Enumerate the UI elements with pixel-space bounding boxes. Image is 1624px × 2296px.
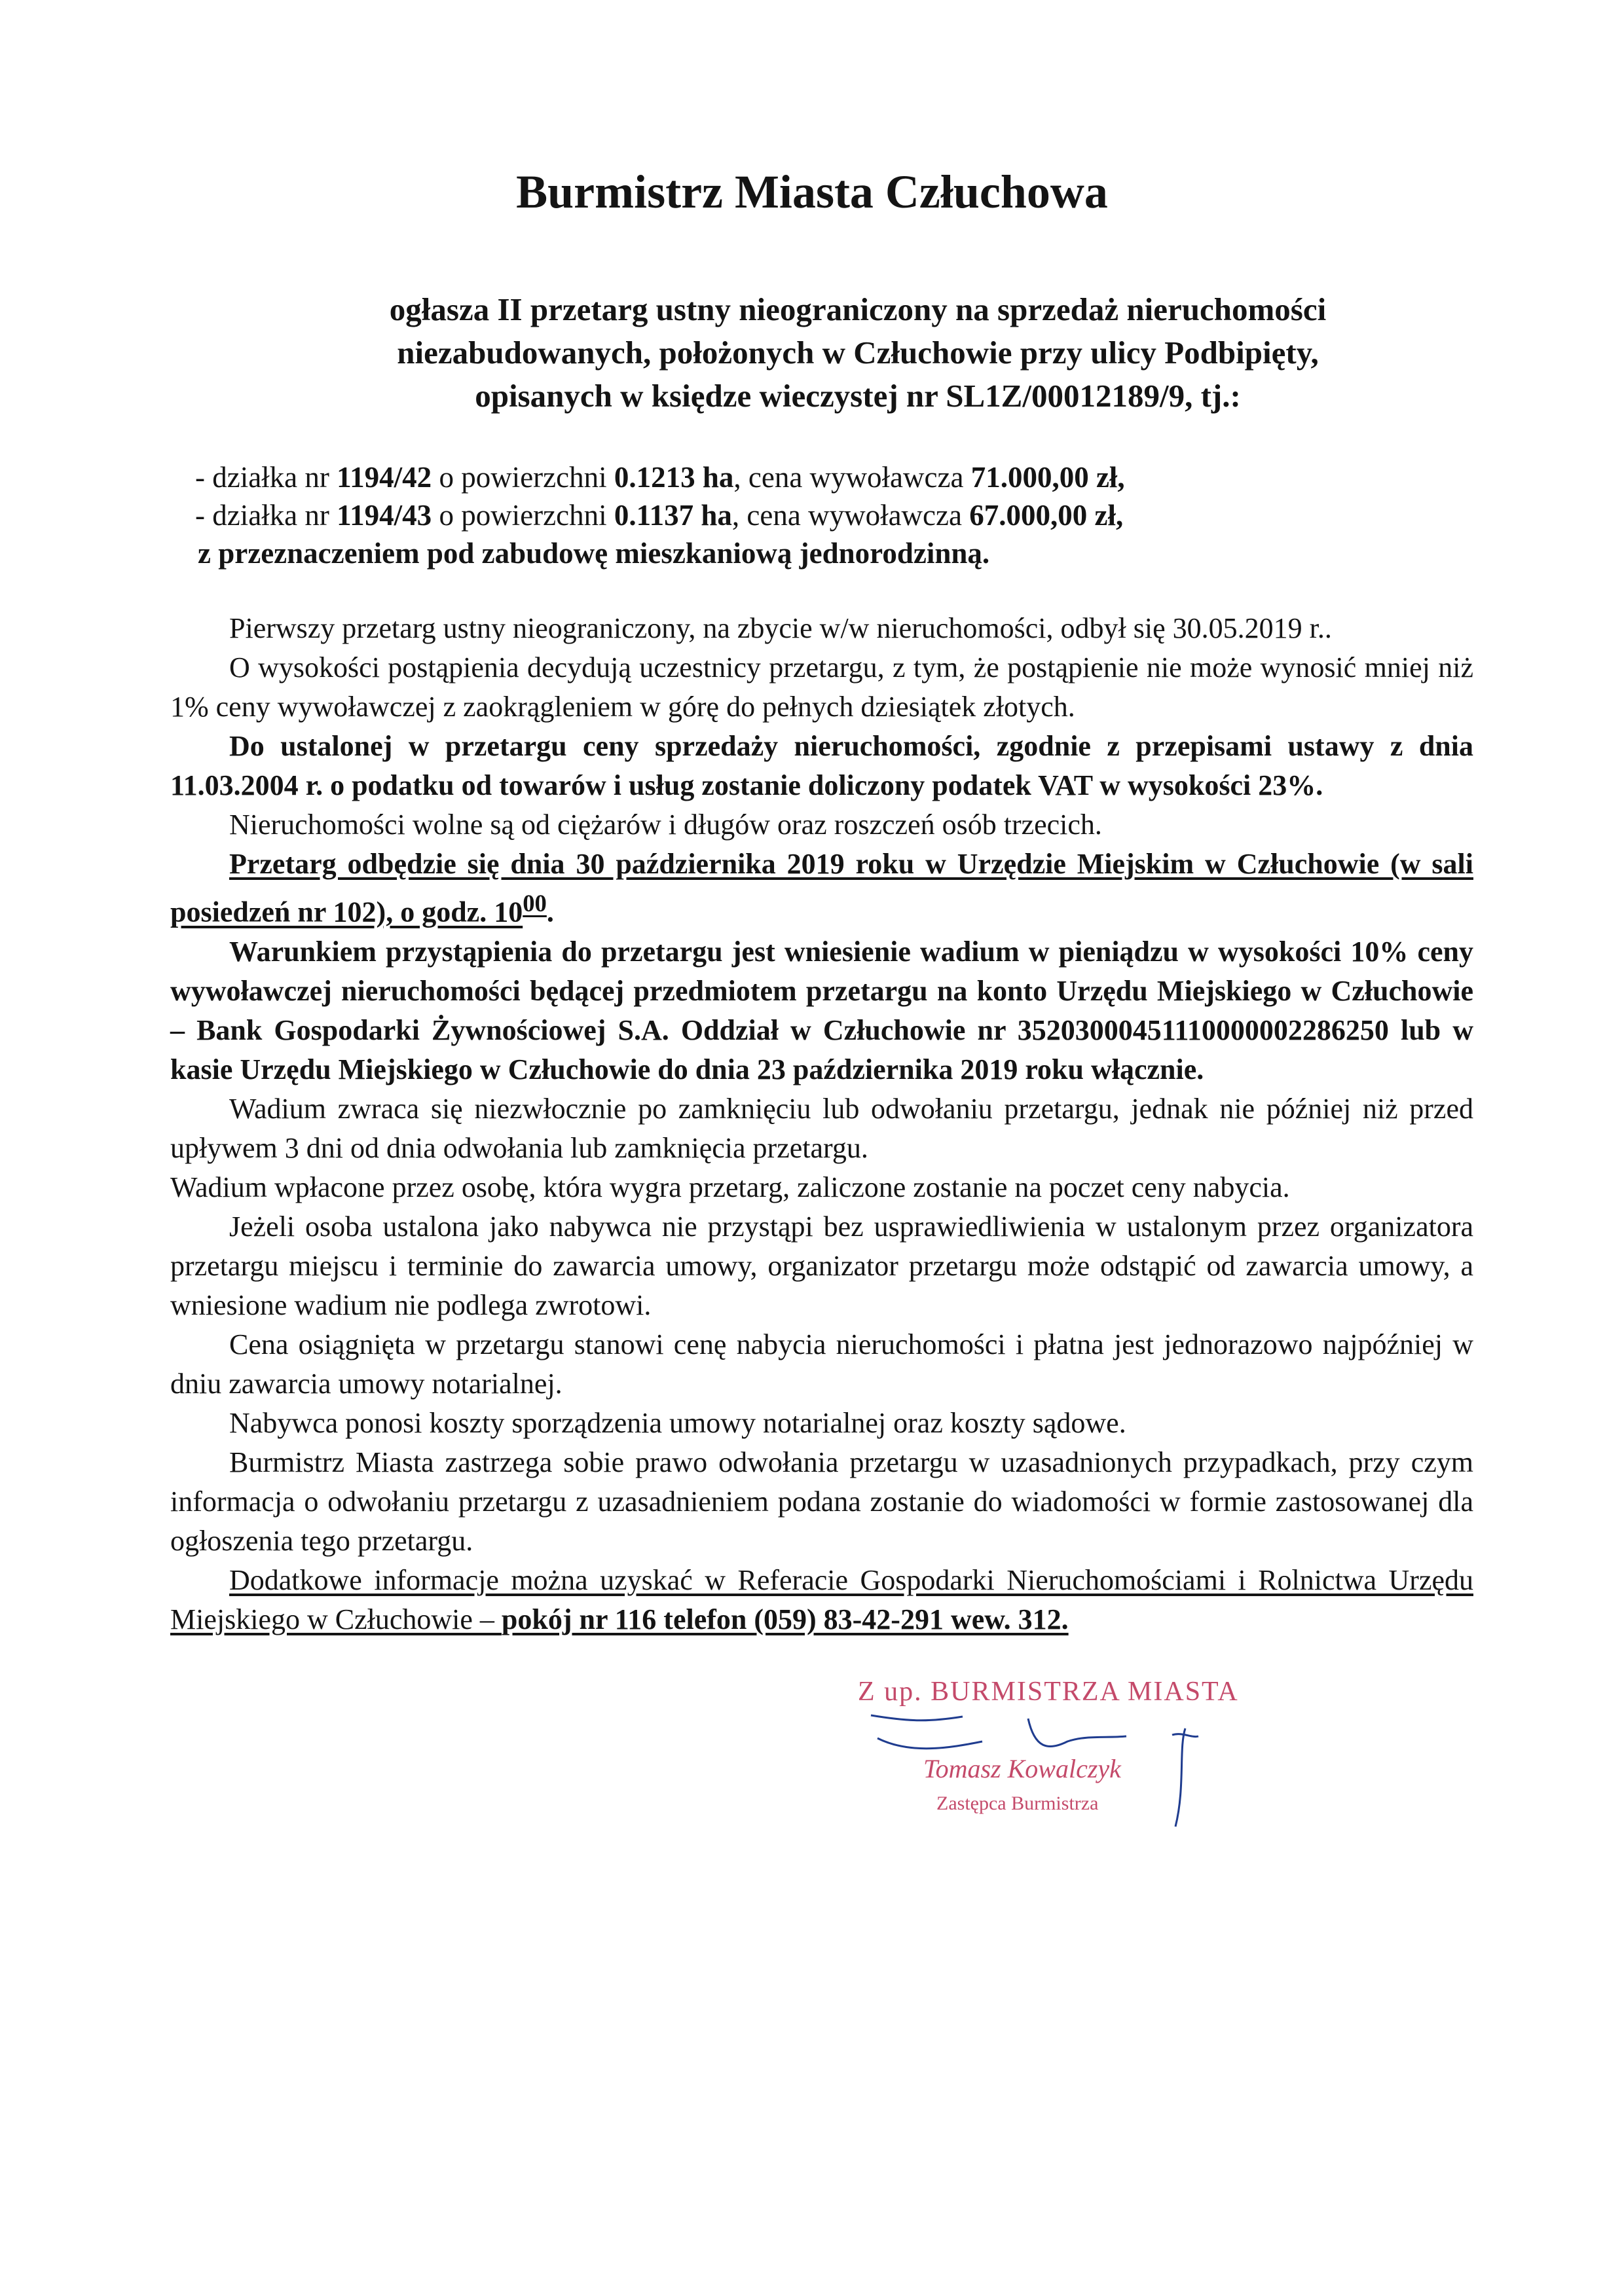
announcement-heading — [282, 288, 1434, 418]
plot-number: 1194/43 — [337, 499, 432, 532]
costs-paragraph: Nabywca ponosi koszty sporządzenia umowy notarialnej oraz koszty sądowe. — [229, 1406, 1126, 1439]
plot-price: 71.000,00 zł, — [970, 461, 1125, 494]
auction-date-text: Przetarg odbędzie się dnia 30 października 2019 roku w Urzędzie Miejskim w Człuchowie (w sali posiedzeń nr 102), o godz. 10 — [170, 848, 1473, 928]
contact-text: Dodatkowe informacje można uzyskać w Referacie Gospodarki Nieruchomościami i Rolnictwa Urzędu Miejskiego w Człuchowie – — [170, 1563, 1473, 1635]
price-label: , cena wywoławcza — [731, 499, 970, 532]
first-auction-paragraph: Pierwszy przetarg ustny nieograniczony, na zbycie w/w nieruchomości, odbył się 30.05.2019 r.. — [229, 612, 1332, 644]
document-title: Burmistrz Miasta Człuchowa — [516, 166, 1108, 218]
refund-paragraph: Wadium zwraca się niezwłocznie po zamknięciu lub odwołaniu przetargu, jednak nie później niż przed upływem 3 dni od dnia odwołania lub zamknięcia przetargu. — [170, 1092, 1473, 1164]
heading-line: ogłasza II przetarg ustny nieograniczony na sprzedaż nieruchomości — [389, 291, 1327, 327]
plot-label: - działka nr — [195, 499, 337, 532]
plot-item — [195, 458, 1125, 496]
price-label: , cena wywoławcza — [733, 461, 971, 494]
plot-label: - działka nr — [195, 461, 337, 494]
increment-paragraph: O wysokości postąpienia decydują uczestnicy przetargu, z tym, że postąpienie nie może wynosić mniej niż 1% ceny wywoławczej z zaokrągleniem w górę do pełnych dziesiątek złotych. — [170, 651, 1473, 723]
announcement-body — [170, 609, 1473, 1639]
plot-number: 1194/42 — [337, 461, 432, 494]
payment-paragraph: Cena osiągnięta w przetargu stanowi cenę nabycia nieruchomości i płatna jest jednorazowo najpóźniej w dniu zawarcia umowy notarialnej. — [170, 1328, 1473, 1400]
contact-phone: pokój nr 116 telefon (059) 83-42-291 wew. 312. — [501, 1603, 1069, 1635]
plot-area: 0.1213 ha — [614, 461, 734, 494]
plot-list — [195, 458, 1125, 572]
area-label: o powierzchni — [432, 499, 614, 532]
auction-date-paragraph — [170, 845, 1473, 932]
heading-line: niezabudowanych, położonych w Człuchowie przy ulicy Podbipięty, — [397, 335, 1319, 371]
contact-paragraph — [170, 1561, 1473, 1639]
heading-line: opisanych w księdze wieczystej nr SL1Z/00012189/9, tj.: — [475, 378, 1241, 414]
deposit-paragraph: Warunkiem przystąpienia do przetargu jest wniesienie wadium w pieniądzu w wysokości 10% ceny wywoławczej nieruchomości będącej przedmiotem przetargu na konto Urzędu Miejskiego w Człuchowie – Bank Gospodarki Żywnościowej S.A. Oddział w Człuchowie nr 35203000451110000002286250 lub w kasie Urzędu Miejskiego w Człuchowie do dnia 23 października 2019 roku włącznie. — [170, 935, 1473, 1085]
auction-time-minutes: 00 — [523, 890, 547, 917]
winner-deposit-paragraph: Wadium wpłacone przez osobę, która wygra przetarg, zaliczone zostanie na poczet ceny nabycia. — [170, 1171, 1290, 1203]
signatory-name: Tomasz Kowalczyk — [923, 1754, 1121, 1783]
plot-area: 0.1137 ha — [614, 499, 732, 532]
vat-paragraph: Do ustalonej w przetargu ceny sprzedaży nieruchomości, zgodnie z przepisami ustawy z dnia 11.03.2004 r. o podatku od towarów i usług zostanie doliczony podatek VAT w wysokości 23%. — [170, 730, 1473, 801]
plot-item — [195, 496, 1125, 534]
forfeit-paragraph: Jeżeli osoba ustalona jako nabywca nie przystąpi bez usprawiedliwienia w ustalonym przez organizatora przetargu miejscu i terminie do zawarcia umowy, organizator przetargu może odstąpić od zawarcia umowy, a wniesione wadium nie podlega zwrotowi. — [170, 1210, 1473, 1321]
stamp-header: Z up. BURMISTRZA MIASTA — [858, 1677, 1239, 1707]
auction-date-end: . — [546, 896, 554, 928]
area-label: o powierzchni — [432, 461, 614, 494]
plot-price: 67.000,00 zł, — [969, 499, 1124, 532]
cancellation-paragraph: Burmistrz Miasta zastrzega sobie prawo odwołania przetargu w uzasadnionych przypadkach, przy czym informacja o odwołaniu przetargu z uzasadnieniem podana zostanie do wiadomości w formie zastosowanej dla ogłoszenia tego przetargu. — [170, 1446, 1473, 1557]
signatory-role: Zastępca Burmistrza — [936, 1793, 1099, 1814]
signature-stamp — [832, 1676, 1290, 1840]
plot-purpose: z przeznaczeniem pod zabudowę mieszkaniową jednorodzinną. — [198, 537, 990, 570]
encumbrance-paragraph: Nieruchomości wolne są od ciężarów i długów oraz roszczeń osób trzecich. — [229, 809, 1102, 841]
